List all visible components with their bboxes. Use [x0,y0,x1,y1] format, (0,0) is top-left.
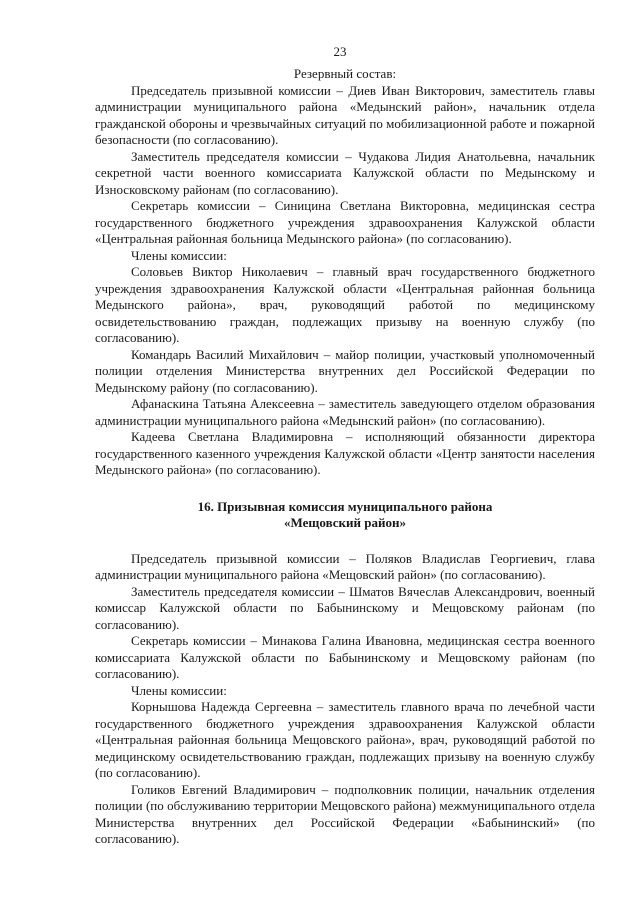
document-body [95,66,595,848]
paragraph: Голиков Евгений Владимирович – подполковник полиции, начальник отделения полиции (по обслуживанию территории Мещовского района) межмуниципального отдела Министерства внутренних дел Российской Федерации «Бабынинский» (по согласованию). [95,781,595,846]
paragraph: Председатель призывной комиссии – Диев Иван Викторович, заместитель главы администрации муниципального района «Медынский район», начальник отдела гражданской обороны и чрезвычайных ситуаций по мобилизационной работе и пожарной безопасности (по согласованию). [95,82,595,147]
reserve-title: Резервный состав: [293,66,397,81]
paragraph: Соловьев Виктор Николаевич – главный врач государственного бюджетного учреждения здравоохранения Калужской области «Центральная районная больница Медынского района», врач, руководящий работой по медицинскому освидетельствованию граждан, подлежащих призыву на военную службу (по согласованию). [95,264,595,345]
paragraph: Секретарь комиссии – Синицина Светлана Викторовна, медицинская сестра государственного бюджетного учреждения здравоохранения Калужской области «Центральная районная больница Медынского района» (по согласованию). [95,198,595,246]
section-heading: 16. Призывная комиссия муниципального района [197,498,493,514]
members-label: Члены комиссии: [131,682,227,698]
paragraph: Секретарь комиссии – Минакова Галина Ивановна, медицинская сестра военного комиссариата Калужской области по Бабынинскому и Мещовскому районам (по согласованию). [95,633,595,681]
section-heading-subtitle: «Мещовский район» [284,514,406,530]
paragraph: Кадеева Светлана Владимировна – исполняющий обязанности директора государственного казенного учреждения Калужской области «Центр занятости населения Медынского района» (по согласованию). [95,429,595,477]
paragraph: Командарь Василий Михайлович – майор полиции, участковый уполномоченный полиции отделения Министерства внутренних дел Российской Федерации по Медынскому району (по согласованию). [95,346,595,395]
paragraph: Афанаскина Татьяна Алексеевна – заместитель заведующего отделом образования администрации муниципального района «Медынский район» (по согласованию). [95,396,595,428]
paragraph: Заместитель председателя комиссии – Чудакова Лидия Анатольевна, начальник секретной части военного комиссариата Калужской области по Медынскому и Износковскому районам (по согласованию). [95,148,595,197]
paragraph: Председатель призывной комиссии – Поляков Владислав Георгиевич, глава администрации муниципального района «Мещовский район» (по согласованию). [95,550,595,582]
members-label: Члены комиссии: [131,247,227,263]
paragraph: Корнышова Надежда Сергеевна – заместитель главного врача по лечебной части государственного бюджетного учреждения здравоохранения Калужской области «Центральная районная больница Мещовского района», врач, руководящий работой по медицинскому освидетельствованию граждан, подлежащих призыву на военную службу (по согласованию). [95,699,595,780]
page-number: 23 [333,44,347,59]
paragraph: Заместитель председателя комиссии – Шматов Вячеслав Александрович, военный комиссар Калужской области по Бабынинскому и Мещовскому районам (по согласованию). [95,583,595,632]
